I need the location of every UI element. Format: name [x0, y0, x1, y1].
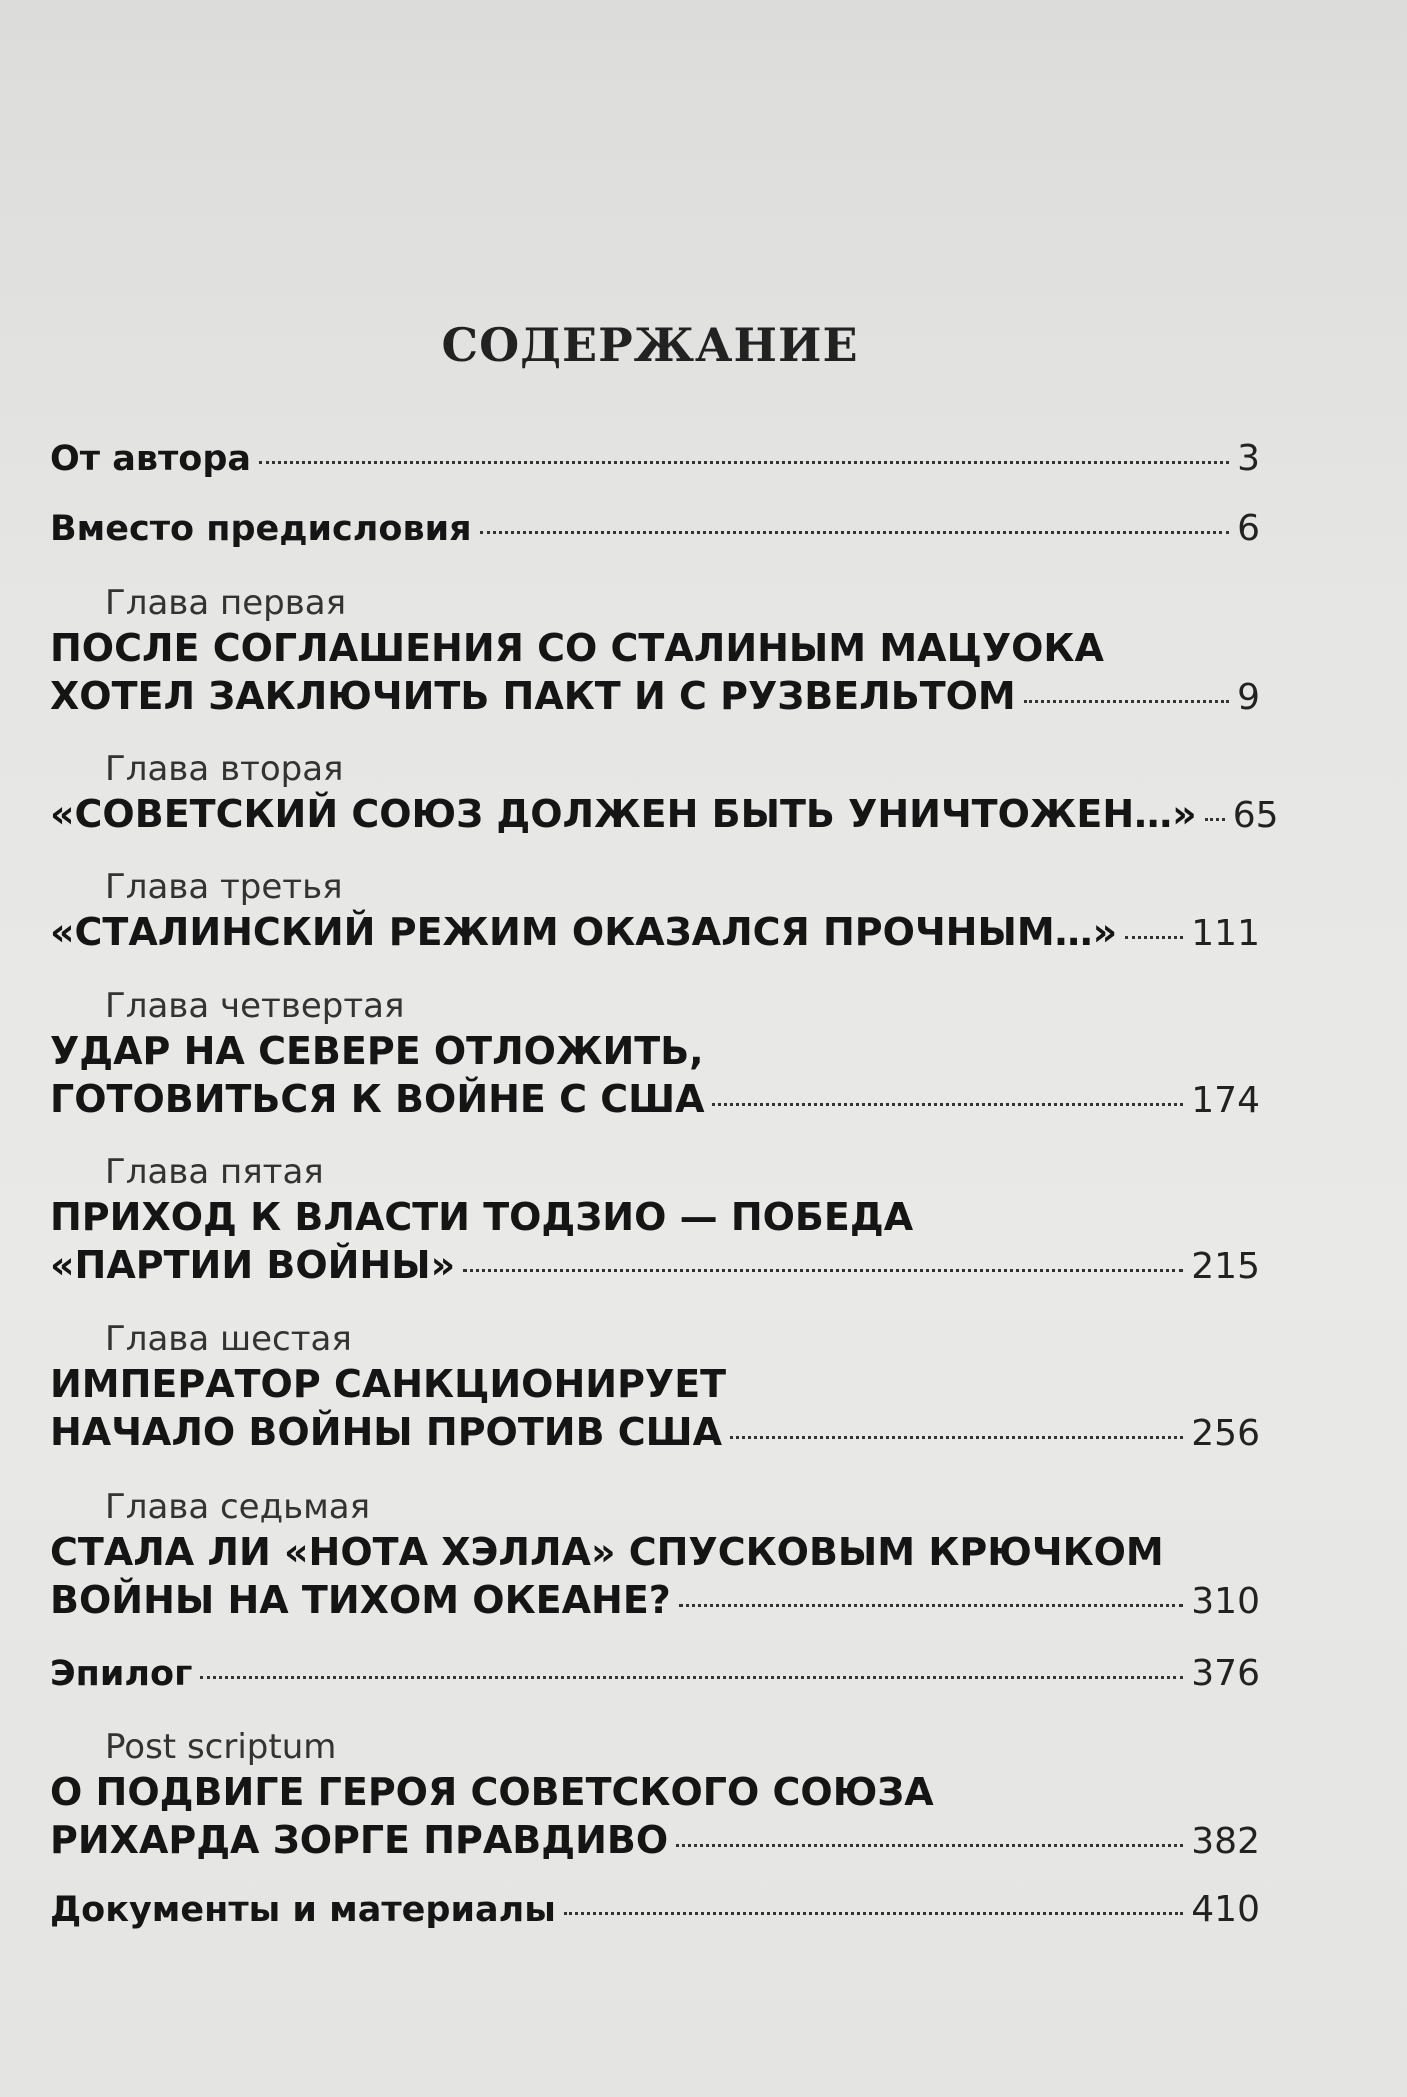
dot-leader	[712, 1103, 1183, 1106]
dot-leader	[1024, 700, 1229, 703]
toc-row	[50, 1886, 1260, 1934]
page-title: СОДЕРЖАНИЕ	[441, 318, 859, 372]
toc-row	[50, 1241, 1260, 1289]
dot-leader	[1125, 936, 1183, 939]
toc-row	[50, 1576, 1260, 1624]
toc-entry-post-scriptum[interactable]	[50, 1726, 1260, 1864]
entry-title-line: ВОЙНЫ НА ТИХОМ ОКЕАНЕ?	[50, 1578, 671, 1622]
dot-leader	[463, 1269, 1183, 1272]
page-number: 382	[1191, 1821, 1260, 1862]
chapter-label: Глава четвертая	[105, 986, 405, 1026]
toc-row	[50, 1816, 1260, 1864]
toc-entry-documents[interactable]	[50, 1886, 1260, 1934]
toc-entry-instead-of-preface[interactable]	[50, 505, 1260, 553]
entry-title-line: ПОСЛЕ СОГЛАШЕНИЯ СО СТАЛИНЫМ МАЦУОКА	[50, 626, 1104, 670]
entry-title-line: О ПОДВИГЕ ГЕРОЯ СОВЕТСКОГО СОЮЗА	[50, 1770, 934, 1814]
page-number: 376	[1191, 1653, 1260, 1694]
chapter-label: Глава шестая	[105, 1319, 352, 1359]
page-number: 3	[1237, 438, 1260, 479]
chapter-label: Глава первая	[105, 583, 347, 623]
toc-row	[50, 1650, 1260, 1698]
entry-title-line: ХОТЕЛ ЗАКЛЮЧИТЬ ПАКТ И С РУЗВЕЛЬТОМ	[50, 674, 1016, 718]
page-number: 6	[1237, 508, 1260, 549]
toc-row	[50, 790, 1279, 838]
entry-title-line: ИМПЕРАТОР САНКЦИОНИРУЕТ	[50, 1362, 727, 1406]
page-number: 310	[1191, 1581, 1260, 1622]
toc-entry-chapter-4[interactable]	[50, 985, 1260, 1123]
dot-leader	[200, 1676, 1183, 1679]
entry-title: От автора	[50, 439, 251, 479]
toc-row	[50, 672, 1260, 720]
entry-title-line: «СОВЕТСКИЙ СОЮЗ ДОЛЖЕН БЫТЬ УНИЧТОЖЕН…»	[50, 792, 1197, 836]
toc-row	[50, 435, 1260, 483]
entry-title-line: ГОТОВИТЬСЯ К ВОЙНЕ С США	[50, 1077, 705, 1121]
dot-leader	[679, 1604, 1183, 1607]
toc-entry-chapter-3[interactable]	[50, 866, 1260, 956]
toc-entry-chapter-2[interactable]	[50, 748, 1279, 838]
toc-row	[50, 1408, 1260, 1456]
toc-entry-epilogue[interactable]	[50, 1650, 1260, 1698]
toc-row	[50, 1075, 1260, 1123]
page-number: 410	[1191, 1889, 1260, 1930]
entry-title-line: СТАЛА ЛИ «НОТА ХЭЛЛА» СПУСКОВЫМ КРЮЧКОМ	[50, 1530, 1164, 1574]
entry-title-line: УДАР НА СЕВЕРЕ ОТЛОЖИТЬ,	[50, 1029, 704, 1073]
chapter-label: Глава седьмая	[105, 1487, 371, 1527]
dot-leader	[1205, 818, 1225, 821]
chapter-label: Глава третья	[105, 867, 343, 907]
toc-row	[50, 505, 1260, 553]
toc-entry-chapter-7[interactable]	[50, 1486, 1260, 1624]
dot-leader	[259, 461, 1229, 464]
page-number: 215	[1191, 1246, 1260, 1287]
dot-leader	[730, 1436, 1183, 1439]
entry-title-line: РИХАРДА ЗОРГЕ ПРАВДИВО	[50, 1818, 669, 1862]
entry-title: Документы и материалы	[50, 1890, 556, 1930]
toc-row	[50, 908, 1260, 956]
page-number: 256	[1191, 1413, 1260, 1454]
chapter-label: Глава вторая	[105, 749, 344, 789]
page-number: 174	[1191, 1080, 1260, 1121]
page-number: 65	[1232, 795, 1279, 836]
entry-title-line: «ПАРТИИ ВОЙНЫ»	[50, 1243, 456, 1287]
entry-title-line: ПРИХОД К ВЛАСТИ ТОДЗИО — ПОБЕДА	[50, 1195, 914, 1239]
toc-entry-from-author[interactable]	[50, 435, 1260, 483]
entry-title-line: НАЧАЛО ВОЙНЫ ПРОТИВ США	[50, 1410, 723, 1454]
page-number: 111	[1191, 913, 1260, 954]
dot-leader	[480, 531, 1229, 534]
entry-title: Эпилог	[50, 1654, 193, 1694]
toc-entry-chapter-5[interactable]	[50, 1151, 1260, 1289]
chapter-label: Post scriptum	[105, 1727, 337, 1767]
dot-leader	[676, 1844, 1183, 1847]
chapter-label: Глава пятая	[105, 1152, 324, 1192]
toc-entry-chapter-6[interactable]	[50, 1318, 1260, 1456]
entry-title-line: «СТАЛИНСКИЙ РЕЖИМ ОКАЗАЛСЯ ПРОЧНЫМ…»	[50, 910, 1118, 954]
entry-title: Вместо предисловия	[50, 509, 472, 549]
dot-leader	[564, 1912, 1183, 1915]
page-number: 9	[1237, 677, 1260, 718]
toc-entry-chapter-1[interactable]	[50, 582, 1260, 720]
